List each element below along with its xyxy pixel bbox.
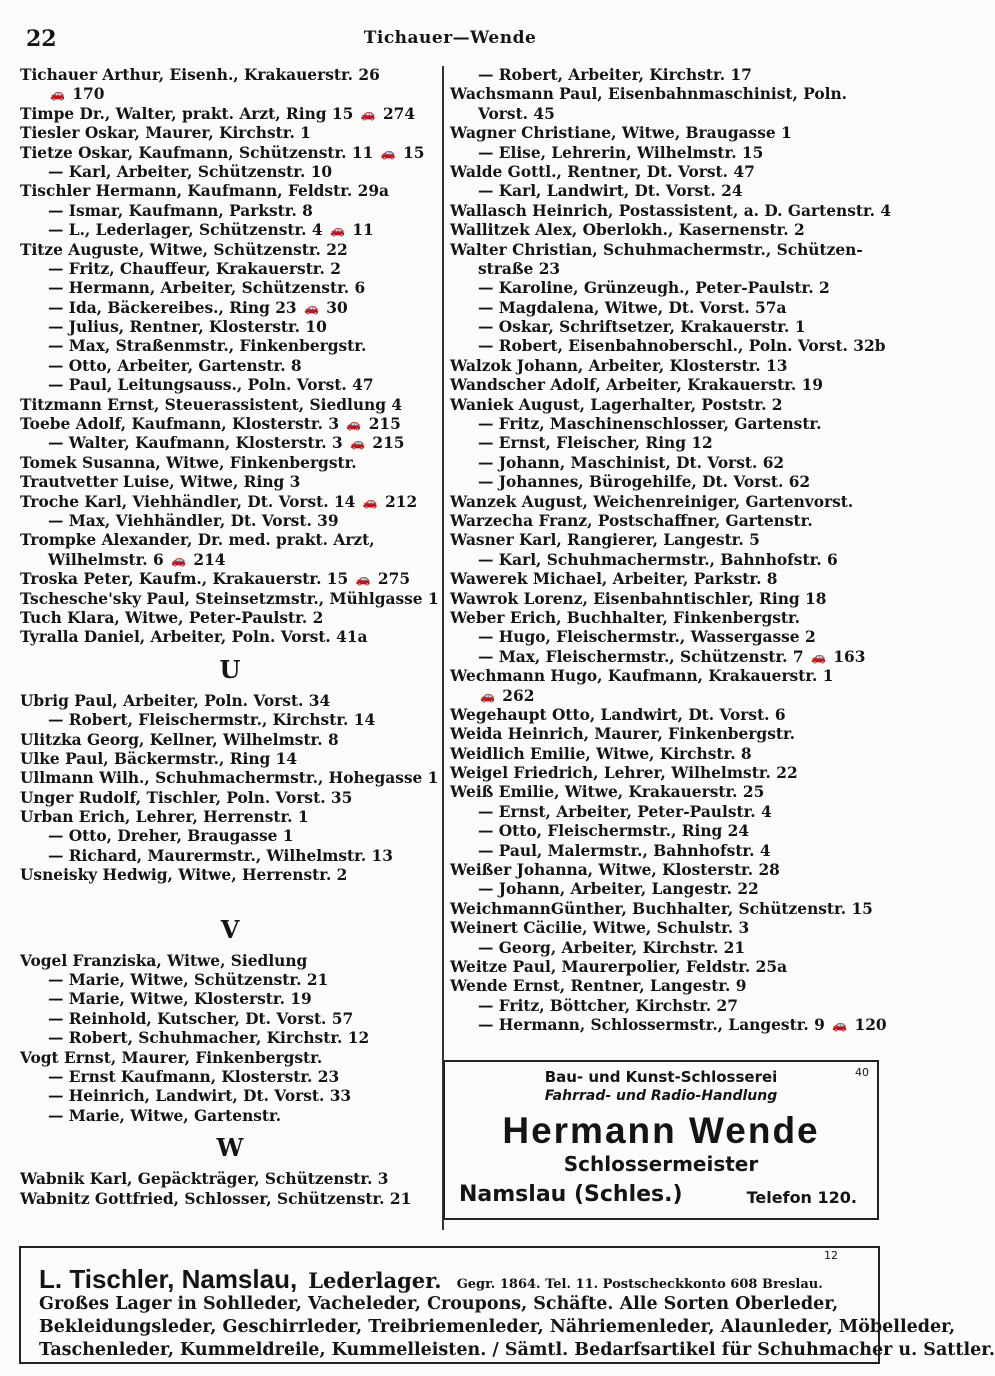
directory-entry: — Karl, Arbeiter, Schützenstr. 10 [48, 162, 333, 181]
column-divider [442, 66, 444, 1230]
car-icon: 🚗 [810, 649, 826, 664]
directory-entry: Ubrig Paul, Arbeiter, Poln. Vorst. 34 [20, 691, 331, 710]
directory-entry: Walzok Johann, Arbeiter, Klosterstr. 13 [450, 356, 788, 375]
directory-entry: Weigel Friedrich, Lehrer, Wilhelmstr. 22 [450, 764, 798, 783]
directory-entry: — Georg, Arbeiter, Kirchstr. 21 [478, 938, 746, 957]
directory-entry: Toebe Adolf, Kaufmann, Klosterstr. 3 🚗 215 [20, 415, 401, 434]
directory-entry: Wawrok Lorenz, Eisenbahntischler, Ring 18 [450, 589, 827, 608]
directory-entry: Wanzek August, Weichenreiniger, Gartenvorst. [450, 492, 854, 511]
directory-entry: Wagner Christiane, Witwe, Braugasse 1 [450, 124, 792, 143]
ad-number: 40 [855, 1066, 869, 1079]
page-number: 22 [26, 26, 57, 52]
directory-entry: Urban Erich, Lehrer, Herrenstr. 1 [20, 808, 309, 827]
directory-entry: Tomek Susanna, Witwe, Finkenbergstr. [20, 453, 357, 472]
directory-entry: Wandscher Adolf, Arbeiter, Krakauerstr. 19 [450, 376, 824, 395]
car-icon: 🚗 [362, 494, 378, 509]
car-icon: 🚗 [360, 106, 376, 121]
directory-entry: Wallitzek Alex, Oberlokh., Kasernenstr. 2 [450, 221, 805, 240]
directory-entry: Wachsmann Paul, Eisenbahnmaschinist, Poln. [450, 85, 848, 104]
directory-entry: — Otto, Fleischermstr., Ring 24 [478, 822, 750, 841]
directory-entry: — Walter, Kaufmann, Klosterstr. 3 🚗 215 [48, 434, 405, 453]
directory-entry: straße 23 [478, 259, 561, 278]
directory-entry: Wegehaupt Otto, Landwirt, Dt. Vorst. 6 [450, 705, 786, 724]
directory-entry: Tichauer Arthur, Eisenh., Krakauerstr. 26 [20, 66, 380, 84]
directory-entry: — Ida, Bäckereibes., Ring 23 🚗 30 [48, 298, 348, 317]
ad-products-line-3: Taschenleder, Kummeldreile, Kummelleisten. / Sämtl. Bedarfsartikel für Schuhmacher u. Sattler. [39, 1340, 995, 1360]
directory-entry: Timpe Dr., Walter, prakt. Arzt, Ring 15 🚗 274 [20, 104, 416, 123]
directory-entry: — Oskar, Schriftsetzer, Krakauerstr. 1 [478, 318, 806, 337]
car-icon: 🚗 [380, 145, 396, 160]
directory-entry: — Otto, Dreher, Braugasse 1 [48, 827, 294, 846]
directory-entry: — Magdalena, Witwe, Dt. Vorst. 57a [478, 298, 787, 317]
section-letter: U [219, 654, 241, 684]
running-title: Tichauer—Wende [363, 28, 537, 48]
directory-entry: 🚗 170 [50, 85, 105, 104]
ad-firm-name: L. Tischler, Namslau, [39, 1264, 298, 1294]
directory-entry: 🚗 262 [480, 686, 535, 705]
directory-entry: — Ernst, Fleischer, Ring 12 [478, 434, 713, 453]
advertisement-l-tischler [19, 1246, 995, 1364]
directory-entry: — Reinhold, Kutscher, Dt. Vorst. 57 [48, 1009, 354, 1028]
directory-entry: — Max, Fleischermstr., Schützenstr. 7 🚗 163 [478, 647, 866, 666]
directory-entry: — Fritz, Chauffeur, Krakauerstr. 2 [48, 259, 341, 278]
directory-entry: — Max, Viehhändler, Dt. Vorst. 39 [48, 511, 339, 530]
spacer [20, 886, 440, 908]
directory-entry: — Robert, Schuhmacher, Kirchstr. 12 [48, 1029, 370, 1048]
page-header [20, 26, 880, 52]
directory-entry: Troska Peter, Kaufm., Krakauerstr. 15 🚗 275 [20, 570, 411, 589]
ad-header-row [39, 1264, 823, 1295]
directory-entry: — Elise, Lehrerin, Wilhelmstr. 15 [478, 143, 764, 162]
ad-firm-details: Gegr. 1864. Tel. 11. Postscheckkonto 608 Breslau. [456, 1277, 823, 1292]
directory-entry: Weinert Cäcilie, Witwe, Schulstr. 3 [450, 919, 750, 938]
left-column [20, 66, 440, 1209]
car-icon: 🚗 [303, 300, 319, 315]
directory-entry: — Robert, Eisenbahnoberschl., Poln. Vorst. 32b [478, 337, 886, 356]
car-icon: 🚗 [480, 688, 495, 703]
directory-entry: Ullmann Wilh., Schuhmachermstr., Hohegasse 1 [20, 769, 439, 788]
directory-entry: — Karoline, Grünzeugh., Peter-Paulstr. 2 [478, 279, 830, 298]
ad-phone: Telefon 120. [746, 1188, 857, 1207]
directory-entry: Vogt Ernst, Maurer, Finkenbergstr. [20, 1048, 323, 1067]
directory-entry: — Heinrich, Landwirt, Dt. Vorst. 33 [48, 1087, 352, 1106]
directory-entry: Weida Heinrich, Maurer, Finkenbergstr. [450, 725, 796, 744]
car-icon: 🚗 [832, 1018, 848, 1033]
directory-entry: Weidlich Emilie, Witwe, Kirchstr. 8 [450, 744, 752, 763]
directory-entry: — Hugo, Fleischermstr., Wassergasse 2 [478, 628, 816, 647]
directory-entry: Tietze Oskar, Kaufmann, Schützenstr. 11 🚗 15 [20, 143, 425, 162]
directory-entry: Wabnitz Gottfried, Schlosser, Schützenstr. 21 [20, 1189, 412, 1208]
directory-entry: Wasner Karl, Rangierer, Langestr. 5 [450, 531, 760, 550]
directory-entry: — Johann, Arbeiter, Langestr. 22 [478, 880, 759, 899]
directory-entry: — Paul, Leitungsauss., Poln. Vorst. 47 [48, 376, 374, 395]
directory-entry: Waniek August, Lagerhalter, Poststr. 2 [450, 395, 783, 414]
car-icon: 🚗 [350, 436, 366, 451]
directory-entry: — Fritz, Böttcher, Kirchstr. 27 [478, 996, 738, 1015]
right-column [450, 66, 892, 1036]
directory-entry: — Johann, Maschinist, Dt. Vorst. 62 [478, 453, 785, 472]
directory-entry: — Johannes, Bürogehilfe, Dt. Vorst. 62 [478, 473, 811, 492]
directory-entry: — Ernst, Arbeiter, Peter-Paulstr. 4 [478, 802, 772, 821]
directory-entry: — Robert, Arbeiter, Kirchstr. 17 [478, 66, 752, 84]
directory-entry: Wechmann Hugo, Kaufmann, Krakauerstr. 1 [450, 667, 834, 686]
directory-entry: — L., Lederlager, Schützenstr. 4 🚗 11 [48, 221, 374, 240]
directory-entry: Wabnik Karl, Gepäckträger, Schützenstr. 3 [20, 1170, 389, 1189]
ad-line-trade: Fahrrad- und Radio-Handlung [544, 1088, 778, 1104]
directory-entry: — Ernst Kaufmann, Klosterstr. 23 [48, 1067, 340, 1086]
ad-products-line-1: Großes Lager in Sohlleder, Vacheleder, Croupons, Schäfte. Alle Sorten Oberleder, [39, 1294, 839, 1314]
directory-entry: Ulke Paul, Bäckermstr., Ring 14 [20, 749, 298, 768]
directory-entry: Trompke Alexander, Dr. med. prakt. Arzt, [20, 531, 375, 550]
directory-entry: — Max, Straßenmstr., Finkenbergstr. [48, 337, 367, 356]
directory-entry: Tiesler Oskar, Maurer, Kirchstr. 1 [20, 124, 311, 143]
directory-entry: — Fritz, Maschinenschlosser, Gartenstr. [478, 415, 822, 434]
directory-entry: Weiß Emilie, Witwe, Krakauerstr. 25 [450, 783, 765, 802]
directory-entry: Weitze Paul, Maurerpolier, Feldstr. 25a [450, 957, 788, 976]
directory-entry: Wilhelmstr. 6 🚗 214 [48, 550, 226, 569]
directory-entry: — Otto, Arbeiter, Gartenstr. 8 [48, 356, 302, 375]
ad-number: 12 [824, 1249, 838, 1262]
directory-entry: Titze Auguste, Witwe, Schützenstr. 22 [20, 240, 348, 259]
directory-entry: Warzecha Franz, Postschaffner, Gartenstr. [450, 511, 813, 530]
directory-entry: Usneisky Hedwig, Witwe, Herrenstr. 2 [20, 866, 348, 885]
directory-entry: — Julius, Rentner, Klosterstr. 10 [48, 318, 327, 337]
section-letter: V [220, 914, 240, 944]
directory-entry: — Marie, Witwe, Gartenstr. [48, 1106, 282, 1125]
directory-entry: — Marie, Witwe, Schützenstr. 21 [48, 971, 329, 990]
directory-entry: Ulitzka Georg, Kellner, Wilhelmstr. 8 [20, 730, 339, 749]
ad-owner-name: Hermann Wende [502, 1110, 820, 1151]
car-icon: 🚗 [355, 572, 371, 587]
directory-entry: Wawerek Michael, Arbeiter, Parkstr. 8 [450, 570, 778, 589]
car-icon: 🚗 [50, 87, 65, 102]
directory-entry: Trautvetter Luise, Witwe, Ring 3 [20, 473, 301, 492]
car-icon: 🚗 [171, 552, 187, 567]
directory-entry: Wende Ernst, Rentner, Langestr. 9 [450, 977, 747, 996]
directory-entry: Tuch Klara, Witwe, Peter-Paulstr. 2 [20, 608, 324, 627]
directory-entry: — Ismar, Kaufmann, Parkstr. 8 [48, 201, 313, 220]
directory-entry: Vorst. 45 [478, 104, 555, 123]
advertisement-hermann-wende [443, 1060, 879, 1220]
directory-entry: Titzmann Ernst, Steuerassistent, Siedlung 4 [20, 395, 403, 414]
directory-entry: Tischler Hermann, Kaufmann, Feldstr. 29a [20, 182, 389, 201]
ad-products-line-2: Bekleidungsleder, Geschirrleder, Treibriemenleder, Nähriemenleder, Alaunleder, Möbelleder, [39, 1317, 956, 1337]
directory-entry: — Marie, Witwe, Klosterstr. 19 [48, 990, 312, 1009]
directory-entry: — Hermann, Schlossermstr., Langestr. 9 🚗 120 [478, 1016, 887, 1035]
directory-entry: — Karl, Landwirt, Dt. Vorst. 24 [478, 182, 743, 201]
directory-entry: Wallasch Heinrich, Postassistent, a. D. Gartenstr. 4 [450, 201, 892, 220]
directory-entry: — Richard, Maurermstr., Wilhelmstr. 13 [48, 846, 393, 865]
ad-firm-trade: Lederlager. [308, 1268, 442, 1293]
directory-entry: Tyralla Daniel, Arbeiter, Poln. Vorst. 41a [20, 628, 368, 647]
directory-entry: — Hermann, Arbeiter, Schützenstr. 6 [48, 279, 366, 298]
directory-entry: Troche Karl, Viehhändler, Dt. Vorst. 14 🚗 212 [20, 492, 418, 511]
section-letter: W [216, 1133, 244, 1163]
ad-line-business: Bau- und Kunst-Schlosserei [544, 1068, 778, 1086]
ad-place: Namslau (Schles.) [459, 1182, 683, 1207]
directory-entry: Walter Christian, Schuhmachermstr., Schützen- [450, 240, 863, 259]
directory-entry: Vogel Franziska, Witwe, Siedlung [20, 951, 308, 970]
directory-entry: Walde Gottl., Rentner, Dt. Vorst. 47 [450, 162, 755, 181]
directory-entry: Weißer Johanna, Witwe, Klosterstr. 28 [450, 861, 780, 880]
directory-entry: — Karl, Schuhmachermstr., Bahnhofstr. 6 [478, 550, 838, 569]
directory-entry: Tschesche'sky Paul, Steinsetzmstr., Mühlgasse 1 [20, 589, 439, 608]
ad-owner-title: Schlossermeister [563, 1152, 759, 1176]
directory-entry: Weber Erich, Buchhalter, Finkenbergstr. [450, 608, 801, 627]
car-icon: 🚗 [346, 417, 362, 432]
directory-entry: Unger Rudolf, Tischler, Poln. Vorst. 35 [20, 788, 353, 807]
car-icon: 🚗 [329, 223, 345, 238]
directory-entry: — Robert, Fleischermstr., Kirchstr. 14 [48, 711, 376, 730]
directory-entry: WeichmannGünther, Buchhalter, Schützenstr. 15 [450, 899, 873, 918]
directory-entry: — Paul, Malermstr., Bahnhofstr. 4 [478, 841, 771, 860]
